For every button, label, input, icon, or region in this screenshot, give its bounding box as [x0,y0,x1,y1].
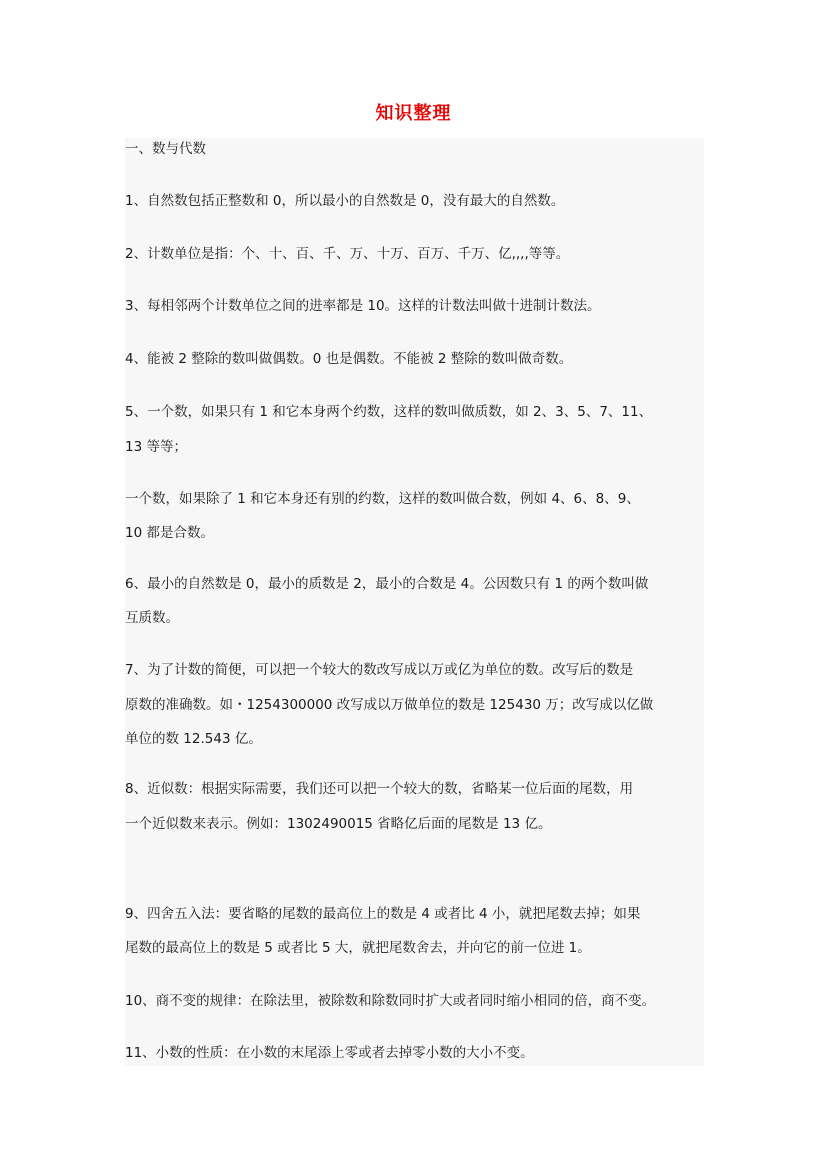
paragraph-5-line-3: 一个数，如果除了 1 和它本身还有别的约数，这样的数叫做合数，例如 4、6、8、9、 [125,491,640,507]
paragraph-4: 4、能被 2 整除的数叫做偶数。0 也是偶数。不能被 2 整除的数叫做奇数。 [125,351,573,367]
paragraph-5-line-2: 13 等等； [125,439,187,455]
paragraph-11: 11、小数的性质：在小数的末尾添上零或者去掉零小数的大小不变。 [125,1045,534,1061]
paragraph-5-line-1: 5、一个数，如果只有 1 和它本身两个约数，这样的数叫做质数，如 2、3、5、7、11、 [125,404,653,420]
page-title: 知识整理 [375,103,452,124]
paragraph-7-line-2: 原数的准确数。如・1254300000 改写成以万做单位的数是 125430 万；改写成以亿做 [125,697,654,713]
paragraph-2: 2、计数单位是指：个、十、百、千、万、十万、百万、千万、亿,,,,等等。 [125,246,570,262]
paragraph-5-line-4: 10 都是合数。 [125,525,214,541]
section-heading: 一、数与代数 [125,141,206,157]
paragraph-1: 1、自然数包括正整数和 0，所以最小的自然数是 0，没有最大的自然数。 [125,193,565,209]
paragraph-9-line-2: 尾数的最高位上的数是 5 或者比 5 大，就把尾数舍去，并向它的前一位进 1。 [125,940,591,956]
paragraph-7-line-1: 7、为了计数的简便，可以把一个较大的数改写成以万或亿为单位的数。改写后的数是 [125,662,634,678]
paragraph-8-line-1: 8、近似数：根据实际需要，我们还可以把一个较大的数，省略某一位后面的尾数，用 [125,781,634,797]
paragraph-10: 10、商不变的规律：在除法里，被除数和除数同时扩大或者同时缩小相同的倍，商不变。 [125,993,656,1009]
content-area [125,138,704,1066]
paragraph-8-line-2: 一个近似数来表示。例如：1302490015 省略亿后面的尾数是 13 亿。 [125,816,552,832]
paragraph-7-line-3: 单位的数 12.543 亿。 [125,731,262,747]
paragraph-3: 3、每相邻两个计数单位之间的进率都是 10。这样的计数法叫做十进制计数法。 [125,298,601,314]
paragraph-9-line-1: 9、四舍五入法：要省略的尾数的最高位上的数是 4 或者比 4 小，就把尾数去掉；如果 [125,906,641,922]
paragraph-6-line-1: 6、最小的自然数是 0，最小的质数是 2，最小的合数是 4。公因数只有 1 的两个数叫做 [125,576,649,592]
paragraph-6-line-2: 互质数。 [125,610,179,626]
